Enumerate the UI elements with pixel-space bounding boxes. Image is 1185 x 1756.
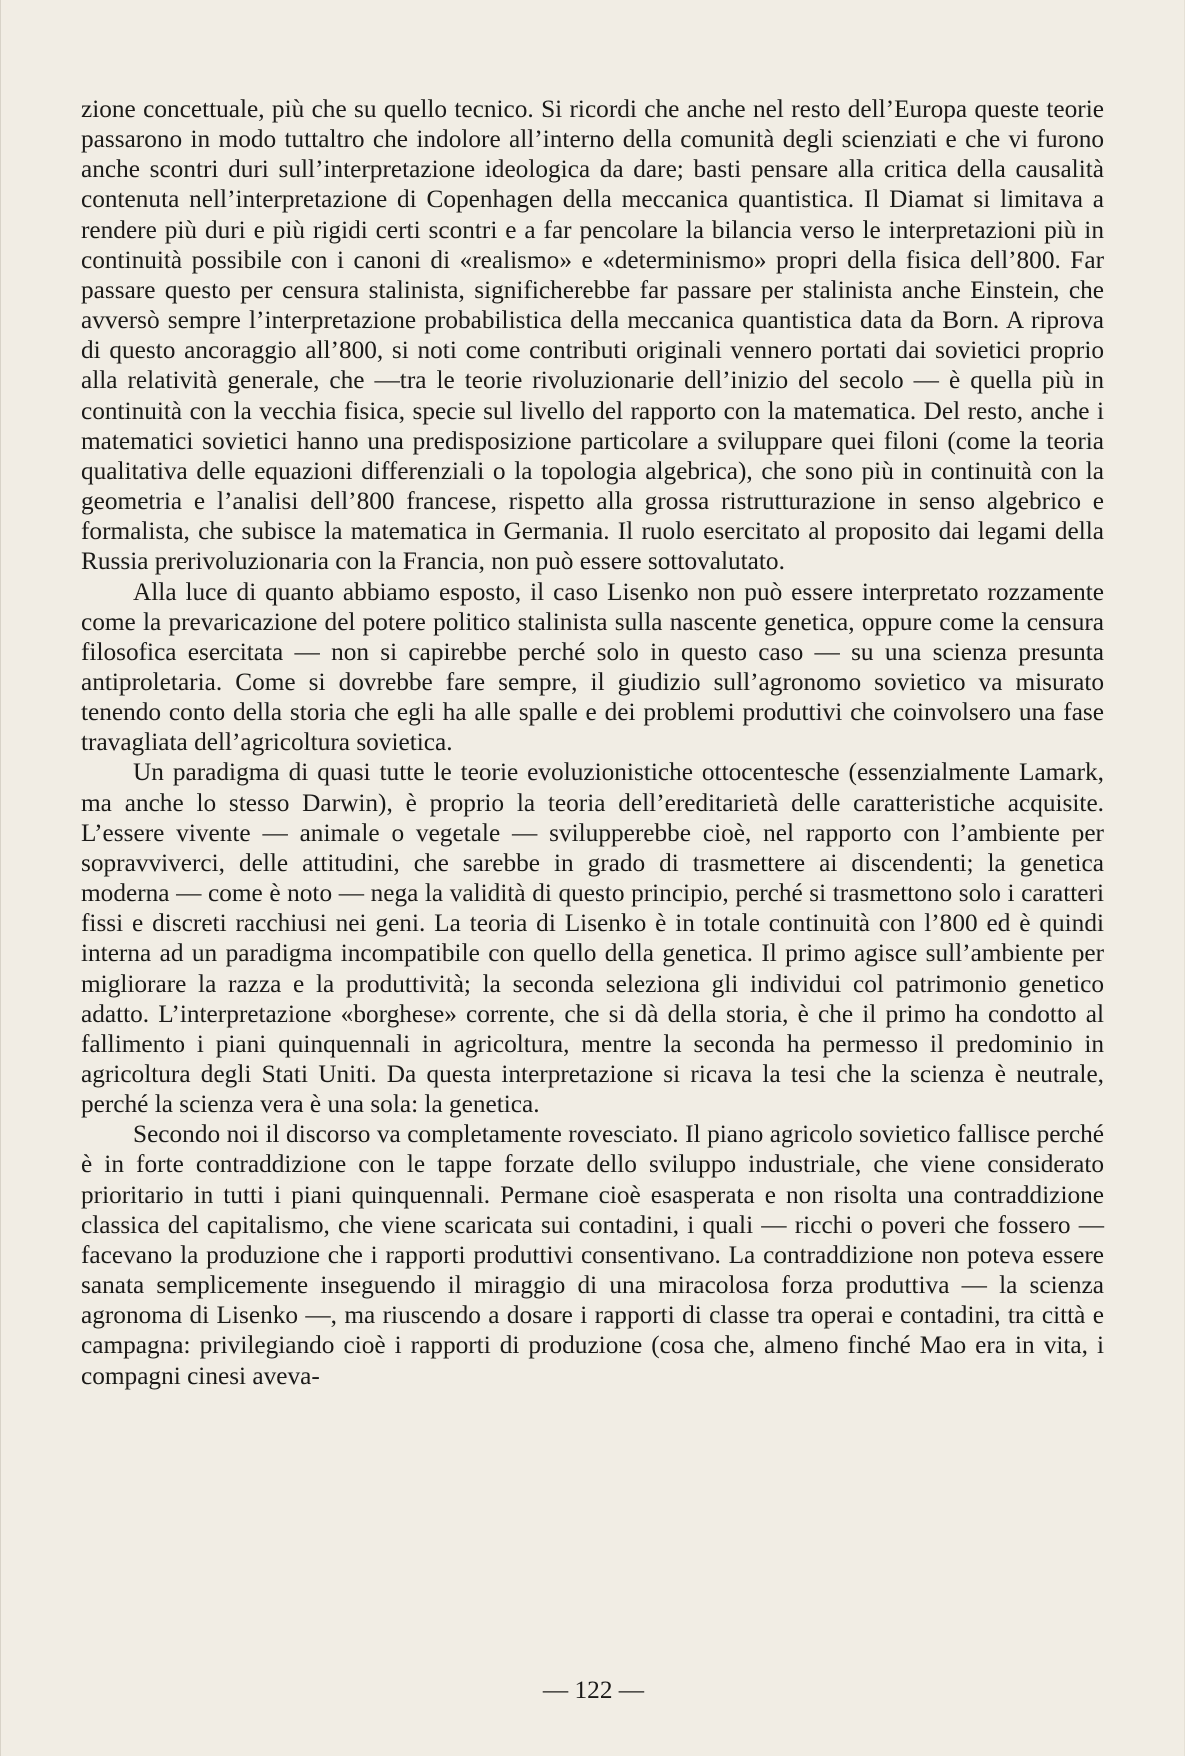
paragraph-3: Un paradigma di quasi tutte le teorie evoluzionistiche ottocentesche (essenzialmente Lamark, ma anche lo stesso Darwin), è proprio la teoria dell’ereditarietà delle caratteristiche acquisite. L’essere vivente — animale o vegetale — svilupperebbe cioè, nel rapporto con l’ambiente per sopravviverci, delle attitudini, che sarebbe in grado di trasmettere ai discendenti; la genetica moderna — come è noto — nega la validità di questo principio, perché si trasmettono solo i caratteri fissi e discreti racchiusi nei geni. La teoria di Lisenko è in totale continuità con l’800 ed è quindi interna ad un paradigma incompatibile con quello della genetica. Il primo agisce sull’ambiente per migliorare la razza e la produttività; la seconda seleziona gli individui col patrimonio genetico adatto. L’interpretazione «borghese» corrente, che si dà della storia, è che il primo ha condotto al fallimento i piani quinquennali in agricoltura, mentre la seconda ha permesso il predominio in agricoltura degli Stati Uniti. Da questa interpretazione si ricava la tesi che la scienza è neutrale, perché la scienza vera è una sola: la genetica.	[81, 758, 1104, 1119]
paragraph-4: Secondo noi il discorso va completamente rovesciato. Il piano agricolo sovietico fallisce perché è in forte contraddizione con le tappe forzate dello sviluppo industriale, che viene considerato prioritario in tutti i piani quinquennali. Permane cioè esasperata e non risolta una contraddizione classica del capitalismo, che viene scaricata sui contadini, i quali — ricchi o poveri che fossero — facevano la produzione che i rapporti produttivi consentivano. La contraddizione non poteva essere sanata semplicemente inseguendo il miraggio di una miracolosa forza produttiva — la scienza agronoma di Lisenko —, ma riuscendo a dosare i rapporti di classe tra operai e contadini, tra città e campagna: privilegiando cioè i rapporti di produzione (cosa che, almeno finché Mao era in vita, i compagni cinesi aveva-	[81, 1120, 1104, 1390]
paragraph-1: zione concettuale, più che su quello tecnico. Si ricordi che anche nel resto dell’Europa queste teorie passarono in modo tuttaltro che indolore all’interno della comunità degli scienziati e che vi furono anche scontri duri sull’interpretazione ideologica da dare; basti pensare alla critica della causalità contenuta nell’interpretazione di Copenhagen della meccanica quantistica. Il Diamat si limitava a rendere più duri e più rigidi certi scontri e a far pencolare la bilancia verso le interpretazioni più in continuità possibile con i canoni di «realismo» e «determinismo» propri della fisica dell’800. Far passare questo per censura stalinista, significherebbe far passare per stalinista anche Einstein, che avversò sempre l’interpretazione probabilistica della meccanica quantistica data da Born. A riprova di questo ancoraggio all’800, si noti come contributi originali vennero portati dai sovietici proprio alla relatività generale, che —tra le teorie rivoluzionarie dell’inizio del secolo — è quella più in continuità con la vecchia fisica, specie sul livello del rapporto con la matematica. Del resto, anche i matematici sovietici hanno una predisposizione particolare a sviluppare quei filoni (come la teoria qualitativa delle equazioni differenziali o la topologia algebrica), che sono più in continuità con la geometria e l’analisi dell’800 francese, rispetto alla grossa ristrutturazione in senso algebrico e formalista, che subisce la matematica in Germania. Il ruolo esercitato al proposito dai legami della Russia prerivoluzionaria con la Francia, non può essere sottovalutato.	[81, 95, 1104, 576]
page-number: — 122 —	[542, 1676, 645, 1704]
paragraph-2: Alla luce di quanto abbiamo esposto, il caso Lisenko non può essere interpretato rozzamente come la prevaricazione del potere politico stalinista sulla nascente genetica, oppure come la censura filosofica esercitata — non si capirebbe perché solo in questo caso — su una scienza presunta antiproletaria. Come si dovrebbe fare sempre, il giudizio sull’agronomo sovietico va misurato tenendo conto della storia che egli ha alle spalle e dei problemi produttivi che coinvolsero una fase travagliata dell’agricoltura sovietica.	[81, 577, 1104, 757]
body-text	[81, 94, 1104, 1391]
